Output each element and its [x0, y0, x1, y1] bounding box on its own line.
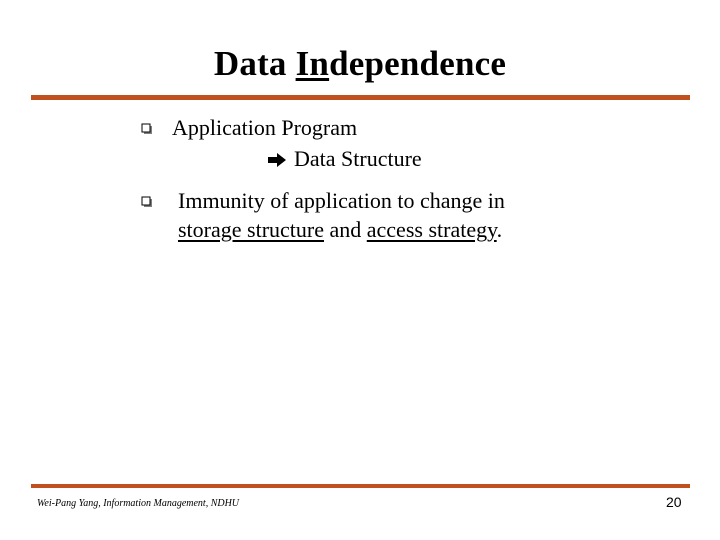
title-part-underlined: In — [295, 44, 330, 83]
title-part-before: Data — [213, 44, 296, 83]
bullet-1-line-2-text: Data Structure — [294, 146, 422, 171]
bullet-1-line-2 — [268, 143, 422, 174]
right-arrow-icon — [268, 153, 286, 167]
bullet-2-line-1: Immunity of application to change in — [178, 188, 505, 213]
title-part-after: dependence — [329, 44, 507, 83]
title-divider — [31, 95, 690, 100]
access-strategy-text: access strategy — [366, 217, 497, 242]
footer-divider — [31, 484, 690, 488]
bullet-1-line-1: Application Program — [172, 115, 358, 140]
period-text: . — [496, 217, 503, 242]
page-number: 20 — [666, 494, 682, 510]
and-text: and — [324, 217, 367, 242]
footer-credit: Wei-Pang Yang, Information Management, NDHU — [37, 498, 240, 509]
checkbox-bullet-icon — [141, 196, 153, 208]
bullet-2-line-2 — [178, 214, 502, 245]
storage-structure-text: storage structure — [178, 217, 324, 242]
checkbox-bullet-icon — [141, 123, 153, 135]
slide-title — [0, 44, 720, 84]
